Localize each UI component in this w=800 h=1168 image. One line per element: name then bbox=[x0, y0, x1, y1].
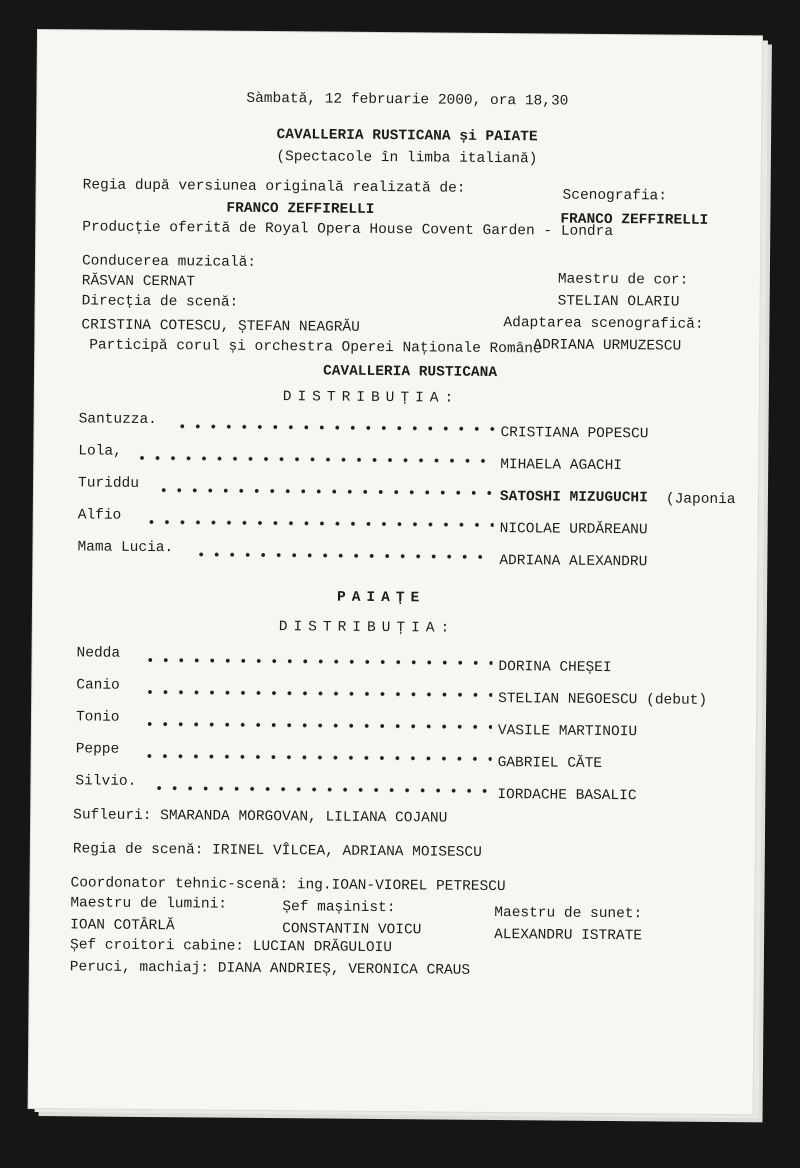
cast-singer: NICOLAE URDĂREANU bbox=[499, 521, 648, 539]
cast-role: Lola, bbox=[78, 443, 122, 460]
peruci-line: Peruci, machiaj: DIANA ANDRIEȘ, VERONICA CRAUS bbox=[69, 959, 471, 979]
cast-role: Mama Lucia. bbox=[77, 539, 174, 557]
dot-leader bbox=[142, 689, 492, 698]
dot-leader bbox=[151, 785, 491, 794]
cast-role: Tonio bbox=[75, 709, 120, 726]
program-page bbox=[29, 30, 762, 1114]
cavalleria-title: CAVALLERIA RUSTICANA bbox=[322, 363, 498, 382]
cavalleria-distributia: DISTRIBUȚIA: bbox=[282, 389, 460, 407]
cast-role: Alfio bbox=[77, 507, 122, 524]
regia-scena-line: Regia de scenă: IRINEL VÎLCEA, ADRIANA MOISESCU bbox=[72, 841, 482, 861]
cast-role: Nedda bbox=[76, 645, 121, 662]
cast-role: Santuzza. bbox=[78, 411, 157, 429]
lumini-label: Maestru de lumini: bbox=[70, 895, 228, 913]
dot-leader bbox=[142, 657, 492, 666]
cast-singer: MIHAELA AGACHI bbox=[500, 457, 623, 475]
sufleuri-line: Sufleuri: SMARANDA MORGOVAN, LILIANA COJANU bbox=[73, 807, 448, 827]
masinist-label: Șef mașinist: bbox=[282, 899, 396, 917]
cast-singer: DORINA CHEȘEI bbox=[498, 659, 612, 677]
sunet-label: Maestru de sunet: bbox=[494, 905, 643, 923]
paiate-title: PAIAȚE bbox=[336, 589, 426, 607]
dot-leader bbox=[175, 423, 495, 432]
adaptarea-name: ADRIANA URMUZESCU bbox=[533, 337, 682, 355]
maestru-cor-label: Maestru de cor: bbox=[557, 271, 689, 289]
program-title: CAVALLERIA RUSTICANA și PAIATE bbox=[276, 127, 538, 146]
performance-date: Sàmbată, 12 februarie 2000, ora 18,30 bbox=[246, 90, 569, 110]
dot-leader bbox=[142, 721, 492, 730]
conducerea-name: RĂSVAN CERNAT bbox=[81, 273, 195, 291]
coordonator-line: Coordonator tehnic-scenă: ing.IOAN-VIOREL PETRESCU bbox=[70, 875, 506, 896]
participa-line: Participă corul și orchestra Operei Naționale Române bbox=[89, 337, 542, 358]
cast-role: Canio bbox=[76, 677, 120, 694]
cast-singer: IORDACHE BASALIC bbox=[497, 787, 637, 805]
cast-note: (debut) bbox=[646, 692, 708, 709]
cast-role: Turiddu bbox=[77, 475, 140, 492]
cast-role: Peppe bbox=[75, 741, 120, 758]
directia-names: CRISTINA COTESCU, ȘTEFAN NEAGRĂU bbox=[81, 317, 360, 336]
regia-label: Regia după versiunea originală realizată de: bbox=[82, 177, 466, 197]
croitori-line: Șef croitori cabine: LUCIAN DRĂGULOIU bbox=[69, 937, 393, 957]
cast-role: Silvio. bbox=[75, 773, 137, 790]
directia-label: Direcția de scenă: bbox=[81, 293, 239, 311]
program-subtitle: (Spectacole în limba italiană) bbox=[276, 149, 538, 168]
dot-leader bbox=[193, 551, 493, 560]
sunet-name: ALEXANDRU ISTRATE bbox=[494, 927, 643, 945]
productie-line: Producție oferită de Royal Opera House Covent Garden - Londra bbox=[82, 219, 614, 241]
adaptarea-label: Adaptarea scenografică: bbox=[503, 315, 704, 333]
dot-leader bbox=[134, 455, 494, 464]
dot-leader bbox=[142, 753, 492, 762]
scenografia-name: FRANCO ZEFFIRELLI bbox=[560, 211, 709, 229]
masinist-name: CONSTANTIN VOICU bbox=[282, 921, 422, 939]
dot-leader bbox=[156, 487, 494, 496]
maestru-cor-name: STELIAN OLARIU bbox=[557, 293, 680, 311]
paiate-distributia: DISTRIBUȚIA: bbox=[278, 619, 456, 637]
cast-note: (Japonia bbox=[665, 491, 736, 509]
cast-singer: SATOSHI MIZUGUCHI bbox=[499, 489, 648, 507]
conducerea-label: Conducerea muzicală: bbox=[81, 253, 257, 271]
cast-singer: CRISTIANA POPESCU bbox=[500, 425, 649, 443]
cast-singer: ADRIANA ALEXANDRU bbox=[499, 553, 648, 571]
cast-singer: VASILE MARTINOIU bbox=[497, 723, 638, 741]
scenografia-label: Scenografia: bbox=[562, 187, 668, 205]
cast-singer: GABRIEL CĂTE bbox=[497, 755, 603, 772]
lumini-name: IOAN COTÂRLĂ bbox=[70, 917, 175, 935]
dot-leader bbox=[144, 519, 494, 528]
regia-name: FRANCO ZEFFIRELLI bbox=[226, 200, 375, 218]
cast-singer: STELIAN NEGOESCU bbox=[498, 691, 638, 709]
